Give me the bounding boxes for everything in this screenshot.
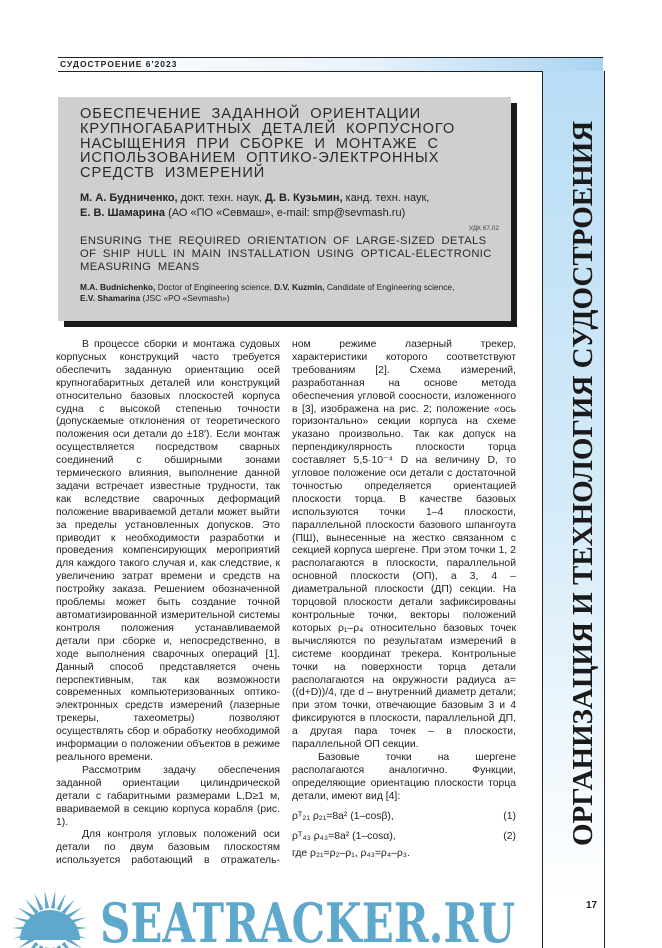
paragraph: Для контроля угловых положений оси детали по двум базовым плоскостям используется работающий в отражатель- bbox=[56, 829, 280, 867]
sun-ray bbox=[18, 907, 34, 918]
sun-ray bbox=[18, 937, 34, 948]
sun-ray bbox=[62, 899, 75, 914]
sun-ray bbox=[69, 917, 87, 924]
article-authors-english bbox=[80, 282, 470, 305]
author-degree: Doctor of Engineering science, bbox=[155, 281, 275, 292]
equation-number: (2) bbox=[503, 830, 516, 842]
equation-formula: ρᵀ₂₁ ρ₂₁=8a² (1–cosβ), bbox=[292, 810, 394, 822]
author-name: E.V. Shamarina bbox=[80, 293, 141, 304]
section-title-vertical: ОРГАНИЗАЦИЯ И ТЕХНОЛОГИЯ СУДОСТРОЕНИЯ bbox=[567, 120, 599, 846]
journal-running-header: СУДОСТРОЕНИЕ 6'2023 bbox=[60, 59, 178, 69]
sun-ray bbox=[14, 917, 32, 924]
paragraph: ном режиме лазерный трекер, характеристики которого соответствуют требованиям [2]. Схема измерений, разработанная на основе метода обеспечения угловой соосности, изложенного в [3], изображена на рис. 2; положение «ось горизонтально» секции корпуса на схеме указано произвольно. Так как допуск на перпендикулярность плоскости торца составляет 5,5·10⁻⁴ D на величину D, то угловое положение оси детали с достаточной точностью определяется ориентацией плоскости торца. В качестве базовых используются точки 1–4 плоскости, параллельной плоскости базового шпангоута (ПШ), вынесенные на жестко связанном с секцией корпуса шергене. При этом точки 1, 2 располагаются в плоскости, параллельной основной плоскости (ОП), а 3, 4 – диаметральной плоскости (ДП) секции. На торцовой плоскости детали зафиксированы контрольные точки, векторы положений которых ρ₁–ρ₄ относительно базовых точек вычисляются по результатам измерений в системе координат трекера. Контрольные точки на поверхности торца детали располагаются на окружности радиуса a=((d+D))/4, где d – внутренний диаметр детали; при этом точки, отвечающие базовым 3 и 4 фиксируются в плоскости, параллельной ДП, а другая пара точек – в плоскости, параллельной ОП секции. bbox=[292, 338, 516, 751]
article-authors bbox=[80, 191, 499, 221]
paragraph: Базовые точки на шергене располагаются аналогично. Функции, определяющие ориентацию плоскости торца детали, имеют вид [4]: bbox=[292, 751, 516, 802]
sun-ray bbox=[51, 890, 56, 908]
page-number: 17 bbox=[586, 900, 598, 911]
sun-ray bbox=[66, 937, 82, 948]
udk-code: УДК 67.02 bbox=[468, 224, 499, 232]
sun-ray bbox=[62, 942, 75, 948]
sun-ray bbox=[34, 893, 43, 910]
equation-2 bbox=[292, 831, 516, 844]
body-column-right bbox=[292, 339, 516, 868]
author-name: Е. В. Шамарина bbox=[80, 206, 166, 219]
article-header-box bbox=[58, 97, 511, 321]
sun-icon bbox=[12, 890, 88, 948]
author-name: М. А. Будниченко, bbox=[80, 191, 178, 204]
article-title: ОБЕСПЕЧЕНИЕ ЗАДАННОЙ ОРИЕНТАЦИИ КРУПНОГАБАРИТНЫХ ДЕТАЛЕЙ КОРПУСНОГО НАСЫЩЕНИЯ ПРИ СБОРКЕ И МОНТАЖЕ С ИСПОЛЬЗОВАНИЕМ ОПТИКО-ЭЛЕКТРОННЫХ СРЕДСТВ ИЗМЕРЕНИЙ bbox=[80, 106, 456, 182]
equation-formula: ρᵀ₄₃ ρ₄₃=8a² (1–cosα), bbox=[292, 830, 396, 842]
paragraph: В процессе сборки и монтажа судовых корпусных конструкций часто требуется обеспечить заданную ориентацию осей крупногабаритных деталей или конструкций относительно базовых плоскостей корпуса судна с высокой степенью точности (допускаемые отклонения от теоретического положения оси детали до ±18′). Если монтаж осуществляется посредством сварных соединений с обширными зонами термического влияния, выполнение данной задачи встречает известные трудности, так как вследствие сварочных деформаций положение ввариваемой детали может выйти за пределы установленных допусков. Это приводит к необходимости разработки и проведения компенсирующих мероприятий для каждого такого случая и, как следствие, к увеличению затрат времени и средств на постройку заказа. Решением обозначенной проблемы может быть создание точной автоматизированной измерительной системы контроля положения устанавливаемой детали при сборке и, непосредственно, в ходе выполнения сварочных операций [1]. Данный способ представляется очень перспективным, так как возможности современных компьютеризованных оптико-электронных средств измерений (лазерные трекеры, тахеометры) позволяют осуществлять сбор и обработку необходимой информации о положении объектов в режиме реального времени. bbox=[56, 338, 280, 763]
author-affiliation: (JSC «PO «Sevmash») bbox=[140, 293, 230, 304]
author-affiliation: (АО «ПО «Севмаш», e-mail: smp@sevmash.ru) bbox=[165, 206, 406, 219]
equation-number: (1) bbox=[503, 810, 516, 822]
watermark-logo bbox=[0, 888, 530, 948]
sun-ray bbox=[14, 932, 32, 939]
watermark-text: SEATRACKER.RU bbox=[100, 891, 515, 948]
sun-ray bbox=[70, 926, 88, 930]
sun-ray bbox=[56, 893, 65, 910]
author-name: M.A. Budnichenko, bbox=[80, 281, 156, 292]
author-degree: Candidate of Engineering science, bbox=[324, 281, 455, 292]
author-degree: докт. техн. наук, bbox=[177, 191, 266, 204]
body-columns bbox=[56, 339, 516, 868]
equation-1 bbox=[292, 811, 516, 824]
article-title-english: ENSURING THE REQUIRED ORIENTATION OF LARGE-SIZED DETALS OF SHIP HULL IN MAIN INSTALLATION USING OPTICAL-ELECTRONIC MEASURING MEANS bbox=[80, 234, 492, 273]
article-main bbox=[56, 97, 516, 868]
author-name: Д. В. Кузьмин, bbox=[265, 191, 343, 204]
body-column-left bbox=[56, 339, 280, 868]
sun-ray bbox=[66, 907, 82, 918]
paragraph: где ρ₂₁=ρ₂–ρ₁, ρ₄₃=ρ₄–ρ₃. bbox=[292, 848, 410, 860]
sun-ray bbox=[12, 926, 30, 930]
sun-ray bbox=[45, 890, 50, 908]
author-degree: канд. техн. наук, bbox=[342, 191, 430, 204]
paragraph: Рассмотрим задачу обеспечения заданной ориентации цилиндрической детали с габаритными размерами L,D≥1 м, ввариваемой в секцию корпуса корабля (рис. 1). bbox=[56, 764, 280, 828]
sun-ray bbox=[25, 899, 38, 914]
sun-ray bbox=[25, 942, 38, 948]
sun-ray bbox=[69, 932, 87, 939]
author-name: D.V. Kuzmin, bbox=[274, 281, 325, 292]
